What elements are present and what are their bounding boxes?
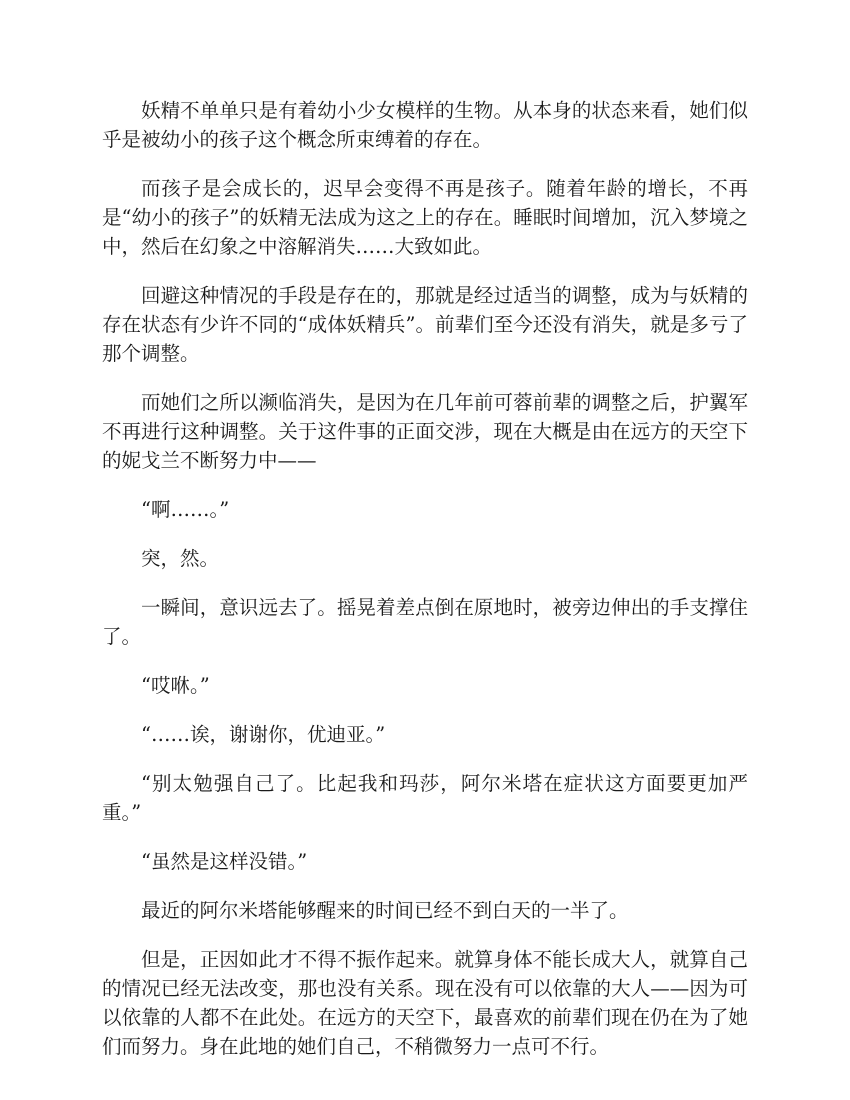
dialogue-line: “……诶，谢谢你，优迪亚。” [141, 723, 386, 746]
dialogue-line: “哎咻。” [141, 674, 210, 697]
paragraph: 回避这种情况的手段是存在的，那就是经过适当的调整，成为与妖精的存在状态有少许不同的“成体妖精兵”。前辈们至今还没有消失，就是多亏了那个调整。 [102, 284, 748, 365]
paragraph: 而她们之所以濒临消失，是因为在几年前可蓉前辈的调整之后，护翼军不再进行这种调整。关于这件事的正面交涉，现在大概是由在远方的天空下的妮戈兰不断努力中—— [102, 391, 748, 472]
dialogue-line: “虽然是这样没错。” [141, 850, 308, 873]
paragraph: 最近的阿尔米塔能够醒来的时间已经不到白天的一半了。 [141, 899, 629, 922]
paragraph: 突，然。 [141, 547, 220, 570]
dialogue-line: “啊……。” [141, 498, 230, 521]
text-body [102, 96, 748, 1081]
paragraph: 但是，正因如此才不得不振作起来。就算身体不能长成大人，就算自己的情况已经无法改变，那也没有关系。现在没有可以依靠的大人——因为可以依靠的人都不在此处。在远方的天空下，最喜欢的前辈们现在仍在为了她们而努力。身在此地的她们自己，不稍微努力一点可不行。 [102, 948, 748, 1058]
dialogue-line: “别太勉强自己了。比起我和玛莎，阿尔米塔在症状这方面要更加严重。” [102, 772, 748, 824]
paragraph: 而孩子是会成长的，迟早会变得不再是孩子。随着年龄的增长，不再是“幼小的孩子”的妖精无法成为这之上的存在。睡眠时间增加，沉入梦境之中，然后在幻象之中溶解消失……大致如此。 [102, 177, 748, 258]
paragraph: 妖精不单单只是有着幼小少女模样的生物。从本身的状态来看，她们似乎是被幼小的孩子这个概念所束缚着的存在。 [102, 99, 748, 151]
paragraph: 一瞬间，意识远去了。摇晃着差点倒在原地时，被旁边伸出的手支撑住了。 [102, 596, 748, 648]
